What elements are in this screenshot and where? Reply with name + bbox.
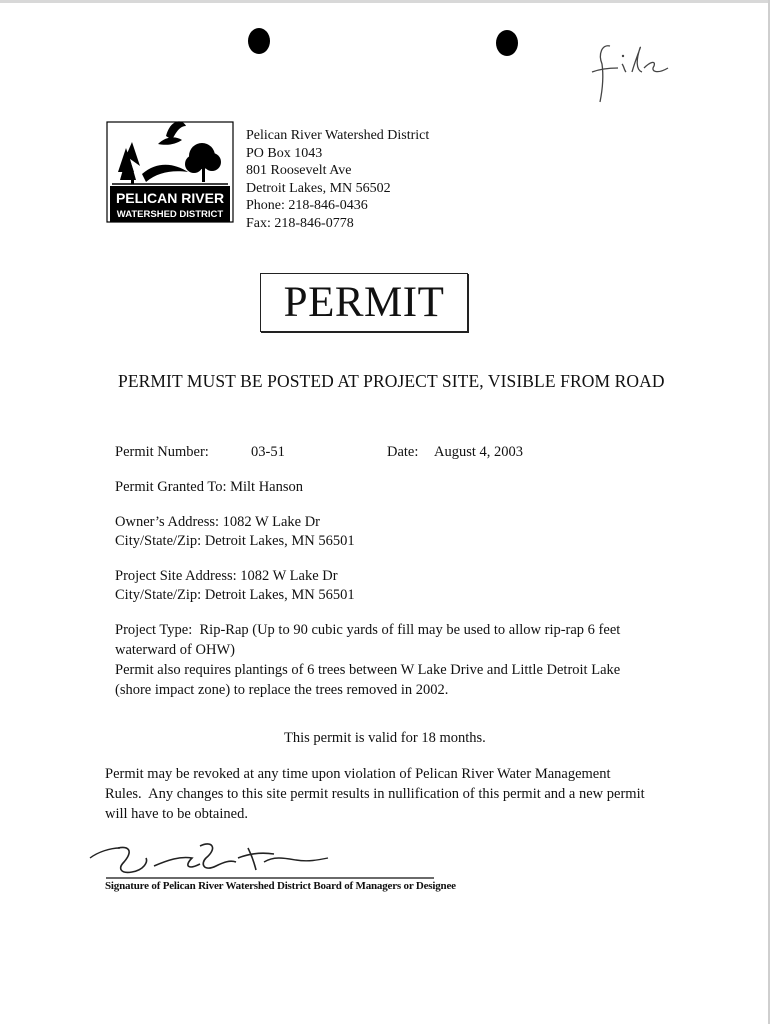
owner-city-value: Detroit Lakes, MN 56501 xyxy=(204,533,355,549)
granted-label: Permit Granted To: xyxy=(115,479,227,495)
org-name: Pelican River Watershed District xyxy=(246,128,430,143)
phone: Phone: 218-846-0436 xyxy=(246,198,368,213)
fax: Fax: 218-846-0778 xyxy=(246,215,354,231)
owner-city-label: City/State/Zip: xyxy=(115,533,202,549)
permit-title-box xyxy=(260,273,468,332)
handwritten-file-note xyxy=(588,38,678,108)
street-address: 801 Roosevelt Ave xyxy=(246,163,352,178)
revocation-line1: Permit may be revoked at any time upon violation of Pelican River Water Management xyxy=(105,766,611,782)
owner-address-label: Owner’s Address: xyxy=(115,514,220,530)
site-city-line xyxy=(115,587,355,604)
site-address-value: 1082 W Lake Dr xyxy=(240,568,338,584)
city-state-zip: Detroit Lakes, MN 56502 xyxy=(246,180,391,196)
project-type-line1: Rip-Rap (Up to 90 cubic yards of fill may be used to allow rip-rap 6 feet xyxy=(199,622,621,638)
scan-edge-top xyxy=(0,0,770,3)
signature-caption: Signature of Pelican River Watershed District Board of Managers or Designee xyxy=(105,880,456,892)
site-city-label: City/State/Zip: xyxy=(115,587,202,603)
letterhead xyxy=(246,127,429,232)
date-label: Date: xyxy=(387,444,419,460)
site-city-value: Detroit Lakes, MN 56501 xyxy=(204,587,355,603)
owner-city-line xyxy=(115,533,355,550)
posting-notice: PERMIT MUST BE POSTED AT PROJECT SITE, VISIBLE FROM ROAD xyxy=(118,371,665,391)
revocation-line2: Rules. Any changes to this site permit results in nullification of this permit and a new permit xyxy=(105,786,645,802)
project-type-label: Project Type: xyxy=(115,622,193,638)
plantings-line2: (shore impact zone) to replace the trees removed in 2002. xyxy=(115,682,449,698)
granted-value: Milt Hanson xyxy=(230,479,304,495)
pelican-river-logo xyxy=(106,114,234,224)
site-address-label: Project Site Address: xyxy=(115,568,237,584)
punch-hole-right xyxy=(496,30,518,56)
logo-line1: PELICAN RIVER xyxy=(115,190,225,206)
permit-number-value: 03-51 xyxy=(251,444,285,460)
revocation-line3: will have to be obtained. xyxy=(105,806,248,822)
project-type-line2: waterward of OHW) xyxy=(115,642,235,658)
revocation-terms xyxy=(105,764,725,824)
owner-address-value: 1082 W Lake Dr xyxy=(222,514,320,530)
validity-statement: This permit is valid for 18 months. xyxy=(284,730,486,746)
logo-line2: WATERSHED DISTRICT xyxy=(116,209,224,220)
site-address-line xyxy=(115,568,338,585)
plantings-line1: Permit also requires plantings of 6 trees between W Lake Drive and Little Detroit Lake xyxy=(115,662,621,678)
signature xyxy=(88,836,448,884)
granted-to-line xyxy=(115,479,303,496)
date-value: August 4, 2003 xyxy=(434,444,524,460)
permit-number-label: Permit Number: xyxy=(115,444,209,460)
permit-title: PERMIT xyxy=(283,279,445,326)
punch-hole-left xyxy=(248,28,270,54)
po-box: PO Box 1043 xyxy=(246,145,323,161)
project-type xyxy=(115,620,715,700)
owner-address-line xyxy=(115,514,320,531)
